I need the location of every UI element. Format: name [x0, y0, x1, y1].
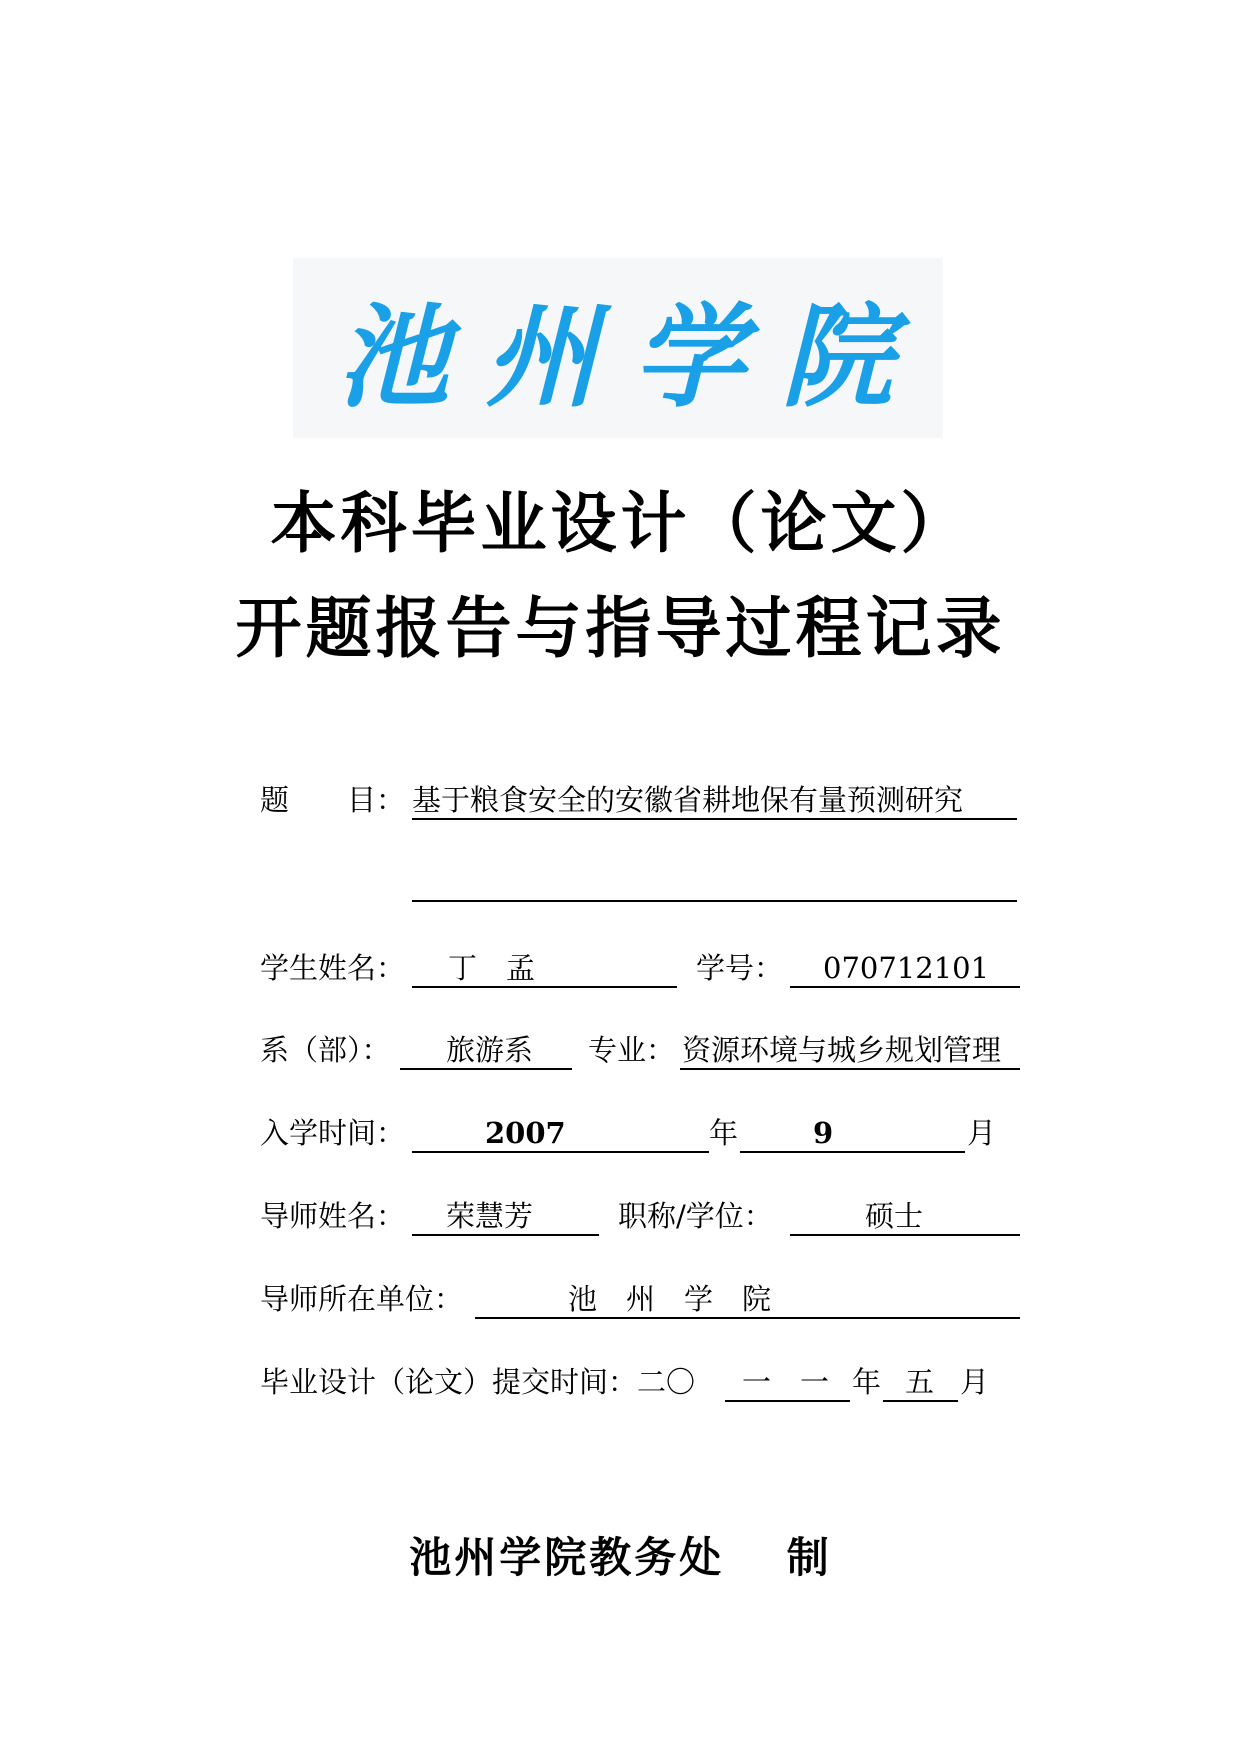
student-label: 学生姓名： [260, 951, 406, 985]
dept-label: 系（部）： [260, 1033, 391, 1067]
title-value: 硕士 [865, 1199, 924, 1233]
unit-row [260, 1279, 1020, 1319]
dept-value: 旅游系 [446, 1033, 534, 1067]
enroll-month-value: 9 [813, 1116, 834, 1150]
title-label: 职称/学位： [618, 1199, 773, 1233]
topic-line-2 [412, 862, 1017, 902]
id-value: 070712101 [823, 951, 990, 985]
submit-row [260, 1362, 1020, 1402]
enroll-month-line [740, 1113, 965, 1153]
student-value: 丁 孟 [448, 951, 536, 985]
enroll-row [260, 1113, 1020, 1153]
enroll-year-value: 2007 [485, 1116, 566, 1150]
topic-row-2 [260, 862, 1020, 902]
footer-issuer: 池州学院教务处 制 [409, 1533, 832, 1582]
enroll-label: 入学时间： [260, 1116, 406, 1150]
topic-value: 基于粮食安全的安徽省耕地保有量预测研究 [412, 783, 964, 817]
year-char: 年 [709, 1116, 739, 1150]
submit-year-value: 一 一 [742, 1365, 830, 1399]
submit-month-char: 月 [960, 1365, 990, 1399]
school-logo [293, 258, 943, 438]
unit-label: 导师所在单位： [260, 1282, 464, 1316]
major-value: 资源环境与城乡规划管理 [682, 1033, 1002, 1067]
title-line-2: 开题报告与指导过程记录 [235, 590, 1006, 667]
advisor-value: 荣慧芳 [446, 1199, 534, 1233]
major-label: 专业： [588, 1033, 676, 1067]
dept-row [260, 1030, 1020, 1070]
topic-row [260, 780, 1020, 820]
advisor-row [260, 1196, 1020, 1236]
month-char: 月 [967, 1116, 997, 1150]
advisor-label: 导师姓名： [260, 1199, 406, 1233]
school-logo-text: 池州学院 [337, 292, 929, 423]
submit-label: 毕业设计（论文）提交时间：二〇 [260, 1365, 696, 1399]
submit-month-value: 五 [905, 1365, 935, 1399]
title-line-1: 本科毕业设计（论文） [270, 485, 971, 562]
submit-year-char: 年 [852, 1365, 882, 1399]
unit-value: 池 州 学 院 [568, 1282, 772, 1316]
topic-label: 题 目： [260, 783, 406, 817]
id-label: 学号： [696, 951, 784, 985]
student-row [260, 948, 1020, 988]
